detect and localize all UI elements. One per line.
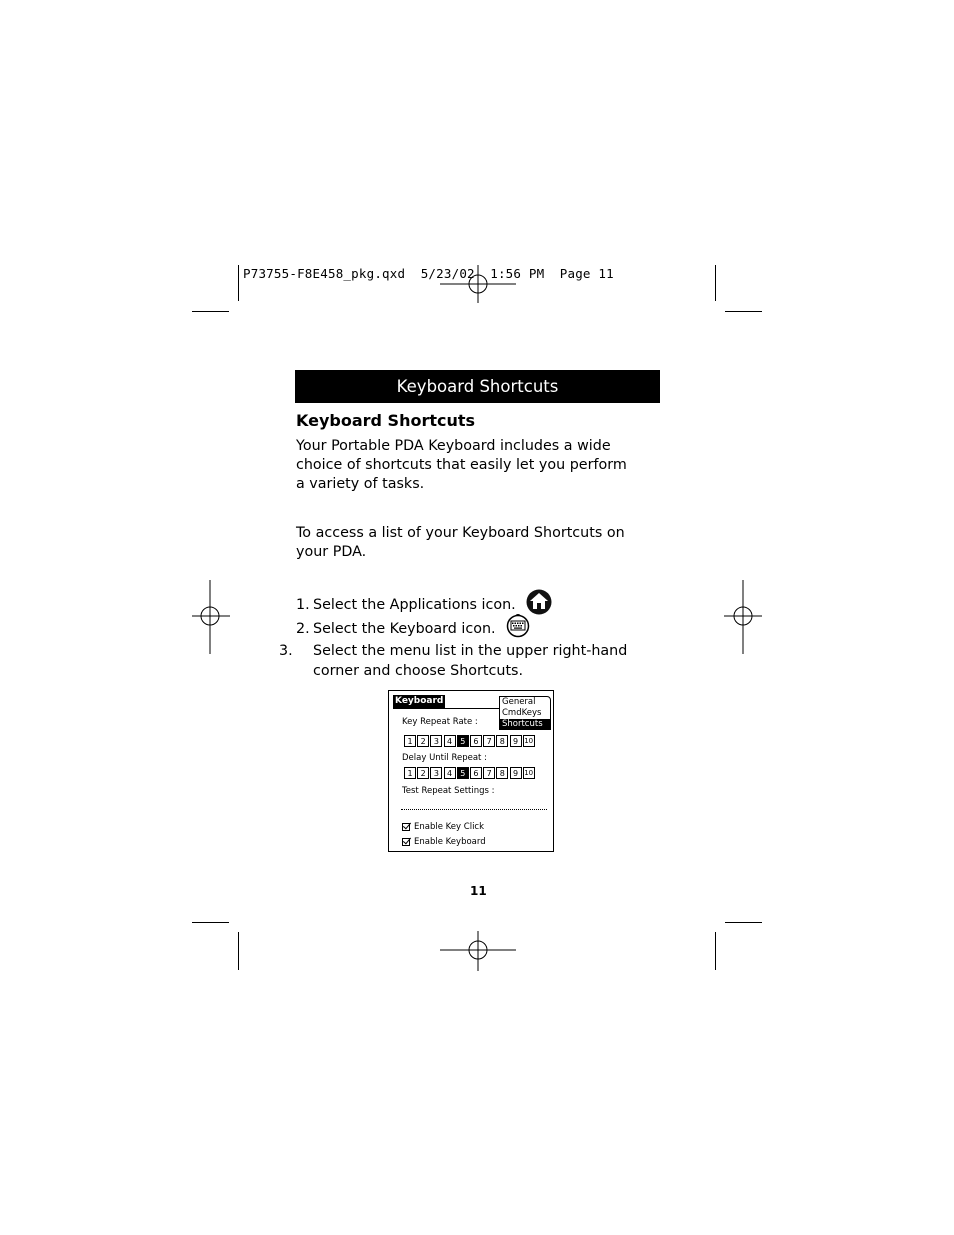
delay-option[interactable]: 2 [417, 767, 429, 779]
delay-option[interactable]: 7 [483, 767, 495, 779]
pda-title: Keyboard [395, 696, 444, 706]
keyboard-app-icon [506, 614, 530, 638]
banner-title: Keyboard Shortcuts [396, 377, 559, 396]
delay-option[interactable]: 4 [444, 767, 456, 779]
delay-option[interactable]: 3 [430, 767, 442, 779]
key-repeat-option[interactable]: 1 [404, 735, 416, 747]
step-number: 2. [296, 621, 310, 637]
title-underline [393, 708, 499, 709]
step-text: Select the menu list in the upper right-hand corner and choose Shortcuts. [313, 643, 628, 679]
checkbox-checked-icon[interactable] [402, 823, 410, 831]
key-repeat-label: Key Repeat Rate : [402, 717, 478, 727]
crop-mark [238, 265, 239, 301]
menu-item-shortcuts[interactable]: Shortcuts [500, 719, 550, 730]
pda-menu-list[interactable] [499, 696, 551, 730]
access-paragraph: To access a list of your Keyboard Shortcuts on your PDA. [296, 525, 625, 560]
delay-label: Delay Until Repeat : [402, 753, 487, 763]
checkbox-label: Enable Keyboard [414, 837, 486, 847]
delay-option[interactable]: 9 [510, 767, 522, 779]
menu-item-cmdkeys[interactable]: CmdKeys [502, 708, 542, 718]
key-repeat-scale [404, 735, 536, 747]
test-repeat-label: Test Repeat Settings : [402, 786, 495, 796]
enable-keyboard-checkbox[interactable] [402, 837, 486, 847]
step-1 [296, 592, 636, 618]
intro-paragraph: Your Portable PDA Keyboard includes a wide choice of shortcuts that easily let you perform a variety of tasks. [296, 438, 627, 492]
registration-mark-icon [724, 580, 762, 654]
key-repeat-option[interactable]: 10 [524, 737, 534, 745]
registration-mark-icon [440, 931, 516, 971]
key-repeat-option[interactable]: 4 [444, 735, 456, 747]
delay-option[interactable]: 8 [496, 767, 508, 779]
section-heading: Keyboard Shortcuts [296, 411, 476, 430]
key-repeat-option[interactable]: 7 [483, 735, 495, 747]
crop-mark [238, 932, 239, 970]
pda-screen [388, 690, 554, 852]
key-repeat-option[interactable]: 3 [430, 735, 442, 747]
delay-option[interactable]: 6 [470, 767, 482, 779]
key-repeat-option[interactable]: 9 [510, 735, 522, 747]
delay-option-selected[interactable]: 5 [457, 767, 469, 779]
delay-scale [404, 767, 536, 779]
step-2 [296, 617, 636, 641]
key-repeat-option[interactable]: 6 [470, 735, 482, 747]
checkbox-checked-icon[interactable] [402, 838, 410, 846]
key-repeat-option-selected[interactable]: 5 [457, 735, 469, 747]
checkbox-label: Enable Key Click [414, 822, 485, 832]
file-slug: P73755-F8E458_pkg.qxd 5/23/02 1:56 PM Page 11 [243, 266, 614, 281]
step-number: 1. [296, 597, 310, 613]
crop-mark [715, 265, 716, 301]
crop-mark [192, 922, 229, 923]
step-number: 3. [279, 643, 293, 659]
menu-item-general[interactable]: General [502, 697, 536, 707]
key-repeat-option[interactable]: 8 [496, 735, 508, 747]
step-3 [279, 641, 633, 681]
step-text: Select the Applications icon. [313, 597, 516, 613]
section-banner [295, 370, 660, 403]
enable-key-click-checkbox[interactable] [402, 822, 484, 832]
crop-mark [715, 932, 716, 970]
registration-mark-icon [192, 580, 230, 654]
home-icon [526, 589, 552, 615]
delay-option[interactable]: 1 [404, 767, 416, 779]
page-number: 11 [470, 884, 487, 898]
delay-option[interactable]: 10 [524, 769, 534, 777]
crop-mark [192, 311, 229, 312]
crop-mark [725, 922, 762, 923]
step-text: Select the Keyboard icon. [313, 621, 496, 637]
crop-mark [725, 311, 762, 312]
key-repeat-option[interactable]: 2 [417, 735, 429, 747]
test-input-line[interactable] [401, 809, 547, 810]
